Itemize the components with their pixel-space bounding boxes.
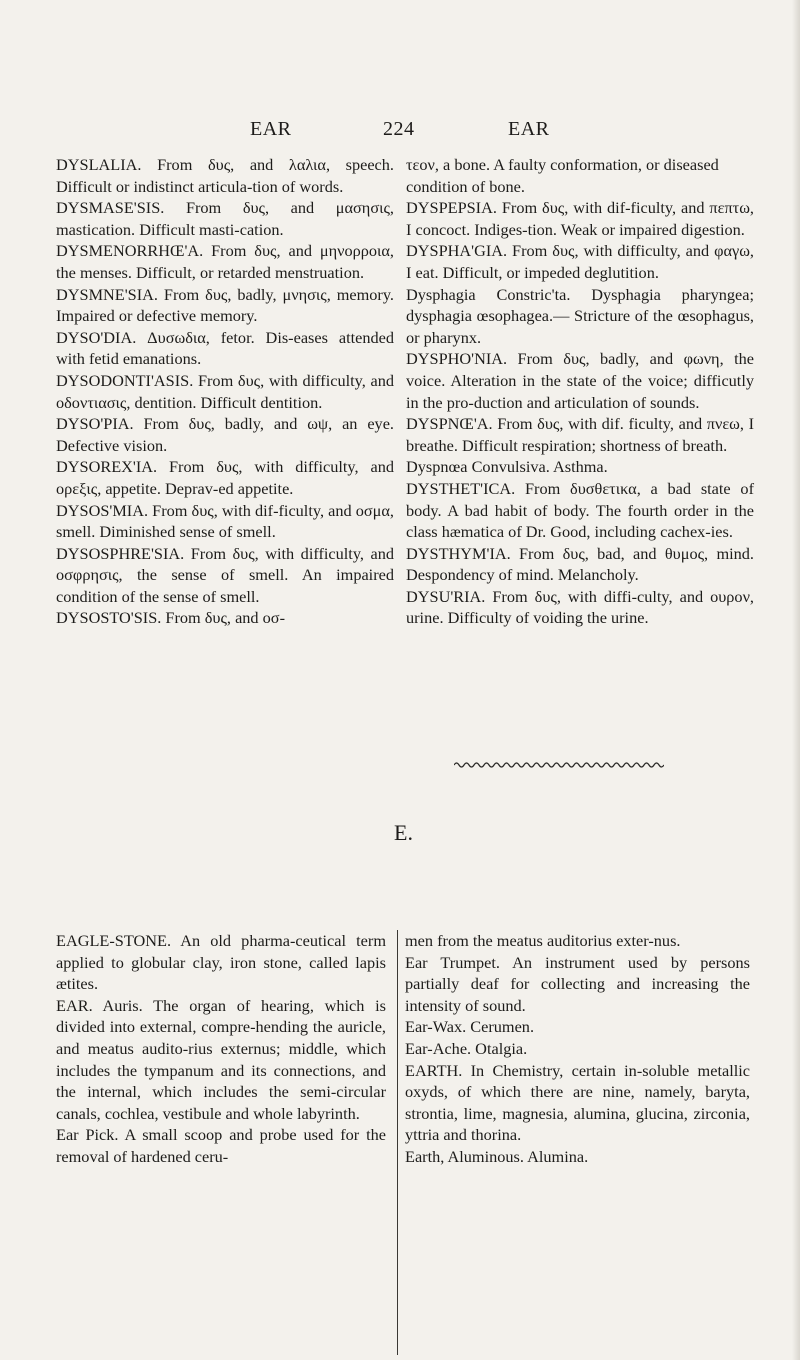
entry-dysphonia: DYSPHO'NIA. From δυς, badly, and φωνη, the voice. Alteration in the state of the voice; difficutly in the pro-duction and articulation of sounds. bbox=[406, 349, 754, 412]
entry-ear-pick: Ear Pick. A small scoop and probe used for the removal of hardened ceru- bbox=[56, 1125, 386, 1166]
entry-dysosmia: DYSOS'MIA. From δυς, with dif-ficulty, and οσμα, smell. Diminished sense of smell. bbox=[56, 500, 394, 542]
entry-ear-pick-cont: men from the meatus auditorius exter-nus. bbox=[405, 931, 681, 950]
entry-dysuria: DYSU'RIA. From δυς, with diffi-culty, and ουρον, urine. Difficulty of voiding the urine. bbox=[406, 586, 754, 628]
entry-ear-trumpet: Ear Trumpet. An instrument used by persons partially deaf for collecting and increasing the intensity of sound. bbox=[405, 952, 750, 1015]
entry-dysmnesia: DYSMNE'SIA. From δυς, badly, μνησις, memory. Impaired or defective memory. bbox=[56, 284, 394, 326]
entry-dyspnoea-convulsiva: Dyspnœa Convulsiva. Asthma. bbox=[406, 457, 608, 477]
entry-earth-aluminous: Earth, Aluminous. Alumina. bbox=[405, 1146, 589, 1166]
entry-dysphagia: DYSPHA'GIA. From δυς, with difficulty, and φαγω, I eat. Difficult, or impeded deglutition. bbox=[406, 241, 754, 282]
entry-dysthymia: DYSTHYM'IA. From δυς, bad, and θυμος, mind. Despondency of mind. Melancholy. bbox=[406, 543, 754, 585]
entry-dysodia: DYSO'DIA. Δυσωδια, fetor. Dis-eases attended with fetid emanations. bbox=[56, 327, 394, 369]
entry-ear-wax: Ear-Wax. Cerumen. bbox=[405, 1017, 535, 1037]
entry-dyspepsia: DYSPEPSIA. From δυς, with dif-ficulty, and πεπτω, I concoct. Indiges-tion. Weak or impaired digestion. bbox=[406, 198, 754, 239]
entry-eagle-stone: EAGLE-STONE. An old pharma-ceutical term applied to globular clay, iron stone, called lapis ætites. bbox=[56, 931, 386, 994]
section-divider-ornament bbox=[454, 760, 664, 770]
entry-dysthetica: DYSTHET'ICA. From δυσθετικα, a bad state of body. A bad habit of body. The fourth order in the class hæmatica of Dr. Good, including cachex-ies. bbox=[406, 478, 754, 542]
entry-dysphagia-constricta: Dysphagia Constric'ta. Dysphagia pharyngea; dysphagia œsophagea.— Stricture of the œsophagus, or pharynx. bbox=[406, 284, 754, 347]
entry-ear-ache: Ear-Ache. Otalgia. bbox=[405, 1038, 528, 1058]
entry-dyspnoea: DYSPNŒ'A. From δυς, with dif. ficulty, and πνεω, I breathe. Difficult respiration; shortness of breath. bbox=[406, 414, 754, 455]
page-number: 224 bbox=[383, 118, 415, 140]
column-left-top bbox=[56, 154, 394, 629]
column-left-bottom bbox=[56, 930, 386, 1168]
entry-earth: EARTH. In Chemistry, certain in-soluble metallic oxyds, of which there are nine, namely, baryta, strontia, lime, magnesia, alumina, glucina, zirconia, yttria and thorina. bbox=[405, 1060, 750, 1145]
entry-dysosphresia: DYSOSPHRE'SIA. From δυς, with difficulty, and οσφρησις, the sense of smell. An impaired condition of the sense of smell. bbox=[56, 543, 394, 606]
section-letter-heading: E. bbox=[394, 820, 413, 845]
header-left-word: EAR bbox=[250, 118, 292, 140]
entry-dysopia: DYSO'PIA. From δυς, badly, and ωψ, an eye. Defective vision. bbox=[56, 414, 394, 455]
header-right-word: EAR bbox=[508, 118, 550, 140]
entry-dysodontiasis: DYSODONTI'ASIS. From δυς, with difficulty, and οδοντιασις, dentition. Difficult dentition. bbox=[56, 370, 394, 412]
entry-dyslalia: DYSLALIA. From δυς, and λαλια, speech. Difficult or indistinct articula-tion of words. bbox=[56, 155, 394, 196]
entry-dysorexia: DYSOREX'IA. From δυς, with difficulty, and ορεξις, appetite. Deprav-ed appetite. bbox=[56, 457, 394, 498]
column-right-top bbox=[406, 154, 754, 629]
entry-dysmasesis: DYSMASE'SIS. From δυς, and μασησις, mastication. Difficult masti-cation. bbox=[56, 198, 394, 239]
entry-dysostosis: DYSOSTO'SIS. From δυς, and οσ- bbox=[56, 608, 285, 628]
running-header bbox=[0, 118, 800, 148]
column-right-bottom bbox=[405, 930, 750, 1168]
entry-ear: EAR. Auris. The organ of hearing, which is divided into external, compre-hending the auricle, and meatus audito-rius externus; middle, which includes the tympanum and its connections, and the internal, which includes the semi-circular canals, cochlea, vestibule and whole labyrinth. bbox=[56, 995, 386, 1123]
column-rule bbox=[397, 930, 398, 1355]
page-edge-shadow bbox=[792, 0, 800, 1360]
entry-dysostosis-cont: τεον, a bone. A faulty conformation, or diseased condition of bone. bbox=[406, 155, 719, 196]
entry-dysmenorrhoea: DYSMENORRHŒ'A. From δυς, and μηνορροια, the menses. Difficult, or retarded menstruation. bbox=[56, 241, 394, 282]
